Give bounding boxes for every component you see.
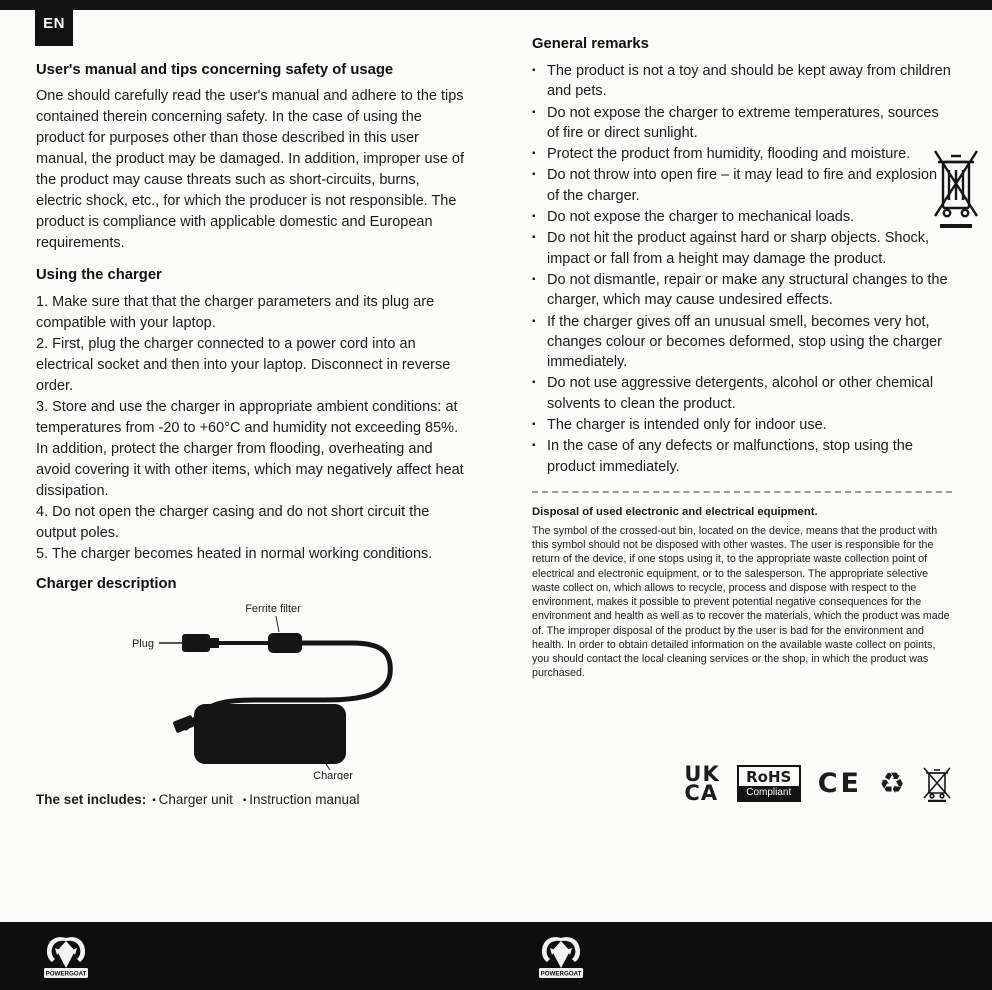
rohs-compliant-label: Compliant xyxy=(739,786,799,800)
charger-brick-icon xyxy=(194,704,346,764)
remark-item: ▪ Do not expose the charger to mechanical loads. xyxy=(532,207,952,227)
rohs-mark-icon xyxy=(737,765,801,802)
right-column xyxy=(532,36,952,803)
remark-item: ▪ Do not dismantle, repair or make any structural changes to the charger, which may cause undesired effects. xyxy=(532,270,952,311)
plug-label: Plug xyxy=(131,638,154,651)
charger-label: Charger xyxy=(313,770,353,781)
disposal-heading: Disposal of used electronic and electrical equipment. xyxy=(532,505,818,518)
remark-item: ▪ Do not throw into open fire – it may lead to fire and explosion of the charger. xyxy=(532,165,952,206)
charger-diagram xyxy=(36,598,466,780)
using-step: 1. Make sure that that the charger parameters and its plug are compatible with your laptop. xyxy=(36,294,435,332)
powergoat-brand-text: POWERGOAT xyxy=(45,970,87,978)
ukca-bottom: CA xyxy=(684,780,719,805)
ferrite-filter-label: Ferrite filter xyxy=(245,603,301,616)
remark-item: ▪ Protect the product from humidity, flooding and moisture. xyxy=(532,144,952,164)
disposal-body: The symbol of the crossed-out bin, located on the device, means that the product with this symbol should not be disposed with other wastes. The user is responsible for the return of the device, if one stops using it, to the appropriate waste collection point of electrical and electronic equipment, or to the salesperson. The appropriate selective waste collect on, which allows to recycle, process and dispose with respect to the environment, makes it possible to prevent potential negative consequences for the environment and health as well as to recover the materials, which the product was made of. The improper disposal of the product by the user is bad for the environment and health. In order to obtain detailed information on the available waste collect on points, you should contact the local cleaning services or the shop, in which the product was purchased. xyxy=(532,524,950,680)
usage-heading: User's manual and tips concerning safety of usage xyxy=(36,62,394,78)
ce-mark-icon: CE xyxy=(817,768,862,800)
set-includes-item: ▪ Charger unit xyxy=(152,792,233,807)
rohs-label: RoHS xyxy=(746,768,792,787)
ukca-mark-icon xyxy=(684,761,720,805)
remark-item: ▪ The charger is intended only for indoor use. xyxy=(532,415,952,435)
top-black-bar xyxy=(0,0,992,10)
remark-item: ▪ Do not expose the charger to extreme temperatures, sources of fire or direct sunlight. xyxy=(532,103,952,144)
using-step: 5. The charger becomes heated in normal working conditions. xyxy=(36,546,433,563)
language-badge: EN xyxy=(35,0,73,46)
ukca-top: UK xyxy=(684,761,720,786)
remark-item: ▪ The product is not a toy and should be kept away from children and pets. xyxy=(532,61,952,102)
using-step: 2. First, plug the charger connected to a power cord into an electrical socket and then into your laptop. Disconnect in reverse order. xyxy=(36,336,451,395)
remark-item: ▪ Do not hit the product against hard or sharp objects. Shock, impact or fall from a height may damage the product. xyxy=(532,228,952,269)
remark-item: ▪ If the charger gives off an unusual smell, becomes very hot, changes colour or becomes deformed, stop using the charger immediately. xyxy=(532,312,952,373)
powergoat-logo-icon xyxy=(533,932,589,982)
using-charger-heading: Using the charger xyxy=(36,267,162,284)
remark-item: ▪ In the case of any defects or malfunctions, stop using the product immediately. xyxy=(532,436,952,477)
left-column xyxy=(36,62,468,807)
set-includes-line xyxy=(36,792,468,807)
weee-bin-icon xyxy=(922,766,952,802)
weee-bin-margin-icon xyxy=(932,148,980,232)
remark-item: ▪ Do not use aggressive detergents, alcohol or other chemical solvents to clean the product. xyxy=(532,373,952,414)
powergoat-logo-icon xyxy=(38,932,94,982)
certification-marks-row xyxy=(532,761,952,805)
using-step: 4. Do not open the charger casing and do not short circuit the output poles. xyxy=(36,504,430,542)
plug-icon xyxy=(182,634,210,652)
set-includes-label: The set includes: xyxy=(36,792,147,808)
powergoat-brand-text: POWERGOAT xyxy=(540,970,582,978)
charger-description-heading: Charger description xyxy=(36,576,177,593)
general-remarks-list xyxy=(532,61,952,477)
usage-body: One should carefully read the user's manual and adhere to the tips contained therein concerning safety. In the case of using the product for purposes other than those described in this user manual, the product may be damaged. In addition, improper use of the product may cause threats such as short-circuits, burns, electric shock, etc., for which the producer is not responsible. The product is compliance with applicable domestic and European requirements. xyxy=(36,88,465,252)
footer-bar xyxy=(0,922,992,990)
general-remarks-heading: General remarks xyxy=(532,36,649,52)
recycling-icon: ♻ xyxy=(879,766,905,801)
using-step: 3. Store and use the charger in appropriate ambient conditions: at temperatures from -20 to +60°C and humidity not exceeding 85%. In addition, protect the charger from flooding, overheating and avoid covering it with other items, which may negatively affect heat dissipation. xyxy=(36,399,464,500)
dashed-divider xyxy=(532,491,952,493)
ferrite-filter-icon xyxy=(268,633,302,653)
set-includes-item: ▪ Instruction manual xyxy=(243,792,360,807)
